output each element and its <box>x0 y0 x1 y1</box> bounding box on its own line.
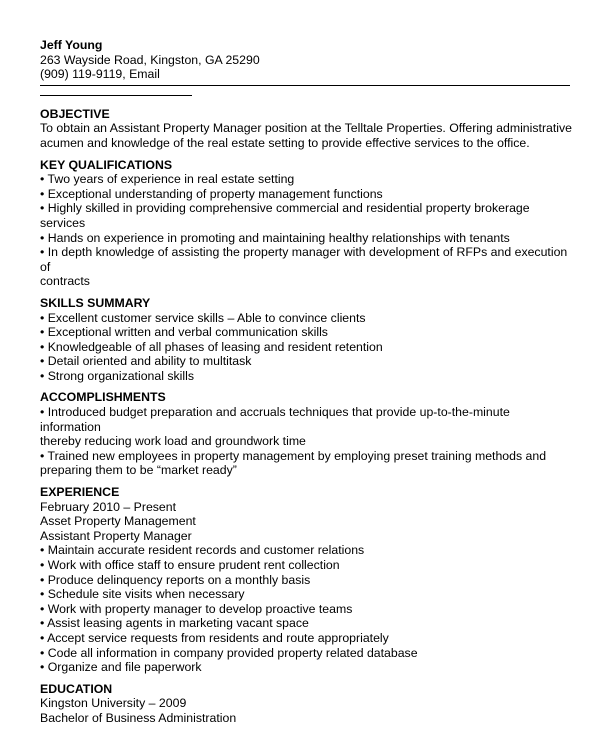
education-section <box>40 682 572 726</box>
resume-document <box>40 38 572 726</box>
bullet-marker: • <box>40 201 45 216</box>
bullet-marker: • <box>40 616 45 631</box>
duty-text: Work with property manager to develop proactive teams <box>47 601 353 616</box>
qualification-item <box>40 231 572 246</box>
duty-text: Work with office staff to ensure prudent rent collection <box>47 558 340 572</box>
qualification-continuation: contracts <box>40 274 90 289</box>
skill-item <box>40 340 572 355</box>
duty-item <box>40 587 572 602</box>
duty-text: Schedule site visits when necessary <box>47 587 245 602</box>
duty-text: Accept service requests from residents and route appropriately <box>47 630 389 645</box>
qualification-item <box>40 201 572 230</box>
bullet-marker: • <box>40 448 45 463</box>
experience-heading: EXPERIENCE <box>40 485 120 500</box>
bullet-marker: • <box>40 660 45 675</box>
bullet-marker: • <box>40 587 45 602</box>
bullet-marker: • <box>40 186 45 201</box>
bullet-marker: • <box>40 354 45 369</box>
skills-summary-section <box>40 296 572 384</box>
skill-item <box>40 354 572 369</box>
skill-item <box>40 325 572 340</box>
skill-item <box>40 311 572 326</box>
duty-item <box>40 631 572 646</box>
header-divider-short <box>40 95 192 96</box>
bullet-marker: • <box>40 558 45 572</box>
accomplishment-text: Introduced budget preparation and accruals techniques that provide up-to-the-minute information <box>40 405 510 434</box>
duty-text: Produce delinquency reports on a monthly basis <box>47 572 311 587</box>
header-divider <box>40 82 572 98</box>
bullet-marker: • <box>40 543 45 558</box>
objective-section <box>40 107 572 151</box>
duty-text: Organize and file paperwork <box>47 660 202 675</box>
duty-item <box>40 573 572 588</box>
education-heading: EDUCATION <box>40 681 113 696</box>
skill-text: Strong organizational skills <box>47 368 195 383</box>
qualification-text: Exceptional understanding of property management functions <box>47 186 383 201</box>
bullet-marker: • <box>40 339 45 354</box>
qualification-text: Highly skilled in providing comprehensive commercial and residential property brokerage services <box>40 201 530 230</box>
experience-section <box>40 485 572 675</box>
skills-summary-heading: SKILLS SUMMARY <box>40 295 151 310</box>
duty-item <box>40 616 572 631</box>
skill-text: Excellent customer service skills – Able to convince clients <box>47 310 366 325</box>
bullet-marker: • <box>40 245 45 260</box>
applicant-address: 263 Wayside Road, Kingston, GA 25290 <box>40 52 260 67</box>
applicant-name: Jeff Young <box>40 38 103 52</box>
qualification-text: Hands on experience in promoting and maintaining healthy relationships with tenants <box>47 230 510 245</box>
duty-item <box>40 558 572 573</box>
duty-item <box>40 646 572 661</box>
accomplishment-item <box>40 449 572 464</box>
bullet-marker: • <box>40 601 45 616</box>
duty-item <box>40 602 572 617</box>
bullet-marker: • <box>40 230 45 245</box>
experience-dates: February 2010 – Present <box>40 499 177 514</box>
qualification-item <box>40 187 572 202</box>
objective-line: acumen and knowledge of the real estate setting to provide effective services to the office. <box>40 135 530 150</box>
skill-item <box>40 369 572 384</box>
accomplishments-section <box>40 390 572 478</box>
skill-text: Detail oriented and ability to multitask <box>47 354 252 369</box>
qualification-item <box>40 245 572 274</box>
key-qualifications-section <box>40 158 572 289</box>
accomplishment-item <box>40 405 572 434</box>
education-degree: Bachelor of Business Administration <box>40 710 237 725</box>
skill-text: Exceptional written and verbal communication skills <box>47 325 328 340</box>
qualification-item <box>40 172 572 187</box>
experience-position: Assistant Property Manager <box>40 528 192 543</box>
accomplishment-continuation: preparing them to be “market ready” <box>40 463 237 478</box>
duty-item <box>40 543 572 558</box>
bullet-marker: • <box>40 368 45 383</box>
experience-company: Asset Property Management <box>40 514 196 529</box>
accomplishments-heading: ACCOMPLISHMENTS <box>40 390 166 405</box>
duty-item <box>40 660 572 675</box>
bullet-marker: • <box>40 310 45 325</box>
qualification-text: Two years of experience in real estate setting <box>47 172 295 187</box>
duty-text: Maintain accurate resident records and customer relations <box>47 543 365 558</box>
applicant-contact: (909) 119-9119, Email <box>40 67 160 82</box>
accomplishment-text: Trained new employees in property management by employing preset training methods and <box>47 448 547 463</box>
qualification-text: In depth knowledge of assisting the property manager with development of RFPs and execution of <box>40 245 568 274</box>
objective-heading: OBJECTIVE <box>40 106 110 121</box>
bullet-marker: • <box>40 405 45 420</box>
objective-line: To obtain an Assistant Property Manager position at the Telltale Properties. Offering administrative <box>40 121 573 136</box>
education-school: Kingston University – 2009 <box>40 696 187 711</box>
bullet-marker: • <box>40 645 45 660</box>
bullet-marker: • <box>40 572 45 587</box>
bullet-marker: • <box>40 630 45 645</box>
skill-text: Knowledgeable of all phases of leasing and resident retention <box>47 339 383 354</box>
bullet-marker: • <box>40 172 45 187</box>
duty-text: Code all information in company provided property related database <box>47 645 418 660</box>
header-divider-long <box>40 85 570 86</box>
duty-text: Assist leasing agents in marketing vacant space <box>47 616 309 631</box>
accomplishment-continuation: thereby reducing work load and groundwork time <box>40 434 306 449</box>
key-qualifications-heading: KEY QUALIFICATIONS <box>40 157 173 172</box>
bullet-marker: • <box>40 325 45 340</box>
